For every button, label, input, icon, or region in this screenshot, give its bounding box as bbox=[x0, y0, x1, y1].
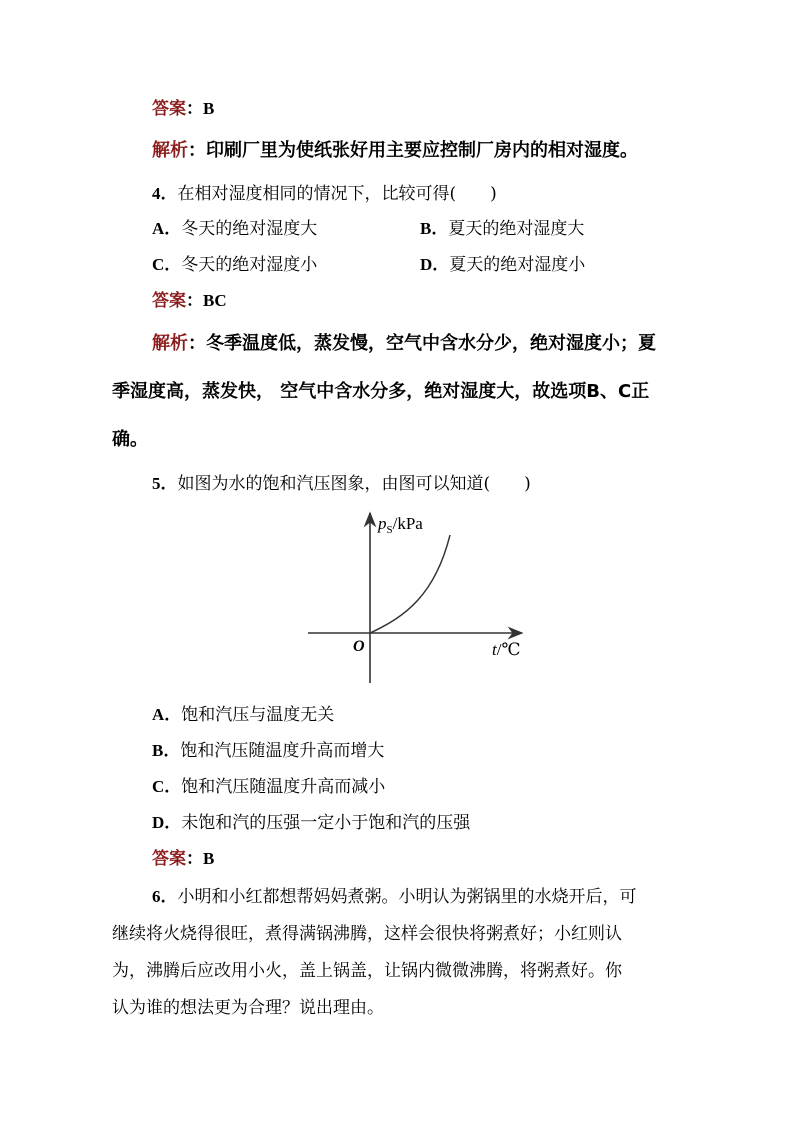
q6-line3: 为，沸腾后应改用小火，盖上锅盖，让锅内微微沸腾，将粥煮好。你 bbox=[112, 961, 622, 981]
answer-colon: ： bbox=[186, 291, 203, 311]
question-number: 4． bbox=[152, 184, 178, 203]
q5-answer bbox=[152, 847, 214, 871]
q5-option-b bbox=[152, 739, 384, 763]
q4-answer bbox=[152, 289, 227, 313]
answer-colon: ： bbox=[186, 99, 203, 119]
q4-stem bbox=[152, 182, 497, 206]
option-letter: B． bbox=[420, 219, 449, 238]
q3-answer bbox=[152, 97, 214, 121]
option-text: 饱和汽压随温度升高而减小 bbox=[181, 777, 386, 797]
question-number: 5． bbox=[152, 474, 178, 493]
answer-value: B bbox=[203, 849, 215, 868]
option-text: 冬天的绝对湿度大 bbox=[181, 219, 318, 239]
option-letter: B． bbox=[152, 741, 181, 760]
analysis-text: 印刷厂里为使纸张好用主要应控制厂房内的相对湿度。 bbox=[206, 140, 638, 161]
option-letter: A． bbox=[152, 705, 182, 724]
analysis-colon: ： bbox=[188, 333, 206, 354]
q6-line4: 认为谁的想法更为合理？说出理由。 bbox=[112, 998, 384, 1018]
question-stem: 如图为水的饱和汽压图象，由图可以知道( ) bbox=[177, 474, 531, 494]
q5-option-c bbox=[152, 775, 385, 799]
q4-analysis-line1 bbox=[152, 332, 656, 356]
q4-analysis-line3: 确。 bbox=[112, 429, 148, 450]
option-text: 夏天的绝对湿度小 bbox=[449, 255, 586, 275]
analysis-colon: ： bbox=[188, 140, 206, 161]
saturation-curve bbox=[370, 535, 450, 633]
origin-label: O bbox=[353, 638, 365, 655]
answer-value: BC bbox=[203, 291, 227, 310]
q4-option-b bbox=[420, 217, 584, 241]
analysis-label: 解析 bbox=[152, 140, 188, 161]
q4-option-a bbox=[152, 217, 317, 241]
option-text: 未饱和汽的压强一定小于饱和汽的压强 bbox=[181, 813, 471, 833]
q4-option-c bbox=[152, 253, 317, 277]
analysis-label: 解析 bbox=[152, 333, 188, 354]
x-axis-label: t/℃ bbox=[492, 640, 521, 659]
q5-option-d bbox=[152, 811, 470, 835]
q5-option-a bbox=[152, 703, 334, 727]
answer-value: B bbox=[203, 99, 215, 118]
option-text: 冬天的绝对湿度小 bbox=[181, 255, 318, 275]
option-letter: D． bbox=[420, 255, 450, 274]
answer-label: 答案 bbox=[152, 849, 186, 869]
q4-option-d bbox=[420, 253, 585, 277]
option-text: 饱和汽压随温度升高而增大 bbox=[180, 741, 385, 761]
option-text: 饱和汽压与温度无关 bbox=[181, 705, 335, 725]
option-letter: C． bbox=[152, 777, 182, 796]
option-letter: A． bbox=[152, 219, 182, 238]
question-stem: 在相对湿度相同的情况下，比较可得( ) bbox=[177, 184, 497, 204]
saturation-pressure-figure bbox=[300, 505, 540, 690]
q5-stem bbox=[152, 472, 531, 496]
answer-colon: ： bbox=[186, 849, 203, 869]
option-letter: C． bbox=[152, 255, 182, 274]
question-number: 6． bbox=[152, 887, 178, 906]
answer-label: 答案 bbox=[152, 99, 186, 119]
q3-analysis bbox=[152, 139, 638, 163]
analysis-text: 冬季温度低，蒸发慢，空气中含水分少，绝对湿度小；夏 bbox=[206, 333, 656, 354]
q6-line1 bbox=[152, 885, 637, 909]
option-text: 夏天的绝对湿度大 bbox=[448, 219, 585, 239]
option-letter: D． bbox=[152, 813, 182, 832]
y-axis-label: $p_S$/kPa bbox=[378, 514, 423, 536]
answer-label: 答案 bbox=[152, 291, 186, 311]
q6-line2: 继续将火烧得很旺，煮得满锅沸腾，这样会很快将粥煮好；小红则认 bbox=[112, 924, 622, 944]
q4-analysis-line2: 季湿度高，蒸发快， 空气中含水分多，绝对湿度大，故选项B、C正 bbox=[112, 381, 650, 402]
question-text: 小明和小红都想帮妈妈煮粥。小明认为粥锅里的水烧开后，可 bbox=[177, 887, 637, 907]
